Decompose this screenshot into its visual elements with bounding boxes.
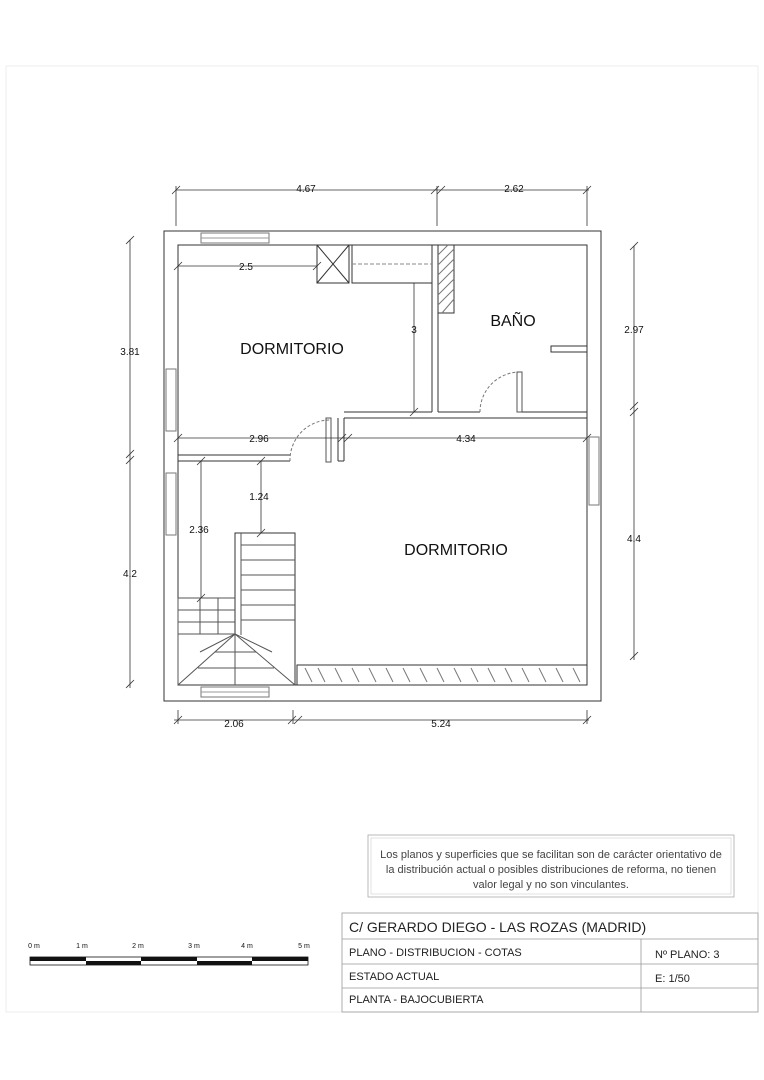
dim-right-top: 2.97 xyxy=(624,325,644,336)
staircase xyxy=(235,533,295,685)
disclaimer-line-3: valor legal y no son vinculantes. xyxy=(473,879,629,891)
window-right xyxy=(589,437,599,505)
dim-inner-width-top: 2.5 xyxy=(239,262,253,273)
door-swing-bedroom xyxy=(290,420,330,461)
title-plan-number: Nº PLANO: 3 xyxy=(655,949,720,961)
door-jamb xyxy=(326,418,331,462)
title-plan: PLANO - DISTRIBUCION - COTAS xyxy=(349,947,522,959)
scale-bar xyxy=(28,943,310,965)
disclaimer-line-2: la distribución actual o posibles distribuciones de reforma, no tienen xyxy=(385,864,717,876)
dim-left-top: 3.81 xyxy=(120,347,140,358)
dim-bottom-right: 5.24 xyxy=(431,719,451,730)
dim-stair-length: 2.36 xyxy=(189,525,209,536)
bathroom-door-jamb xyxy=(517,372,522,412)
scale-label-2: 2 m xyxy=(132,943,144,950)
outer-wall-inner xyxy=(178,245,587,685)
dim-corridor-left: 2.96 xyxy=(249,434,269,445)
door-swing-bathroom xyxy=(480,372,520,412)
title-state: ESTADO ACTUAL xyxy=(349,971,440,983)
dim-top-right: 2.62 xyxy=(504,184,524,195)
title-address: C/ GERARDO DIEGO - LAS ROZAS (MADRID) xyxy=(349,919,647,935)
bathroom-partition xyxy=(551,346,587,352)
scale-label-4: 4 m xyxy=(241,943,253,950)
dim-right-bottom: 4.4 xyxy=(627,534,641,545)
room-label-bathroom: BAÑO xyxy=(490,313,536,330)
disclaimer-line-1: Los planos y superficies que se facilitan son de carácter orientativo de xyxy=(380,849,722,861)
scale-label-1: 1 m xyxy=(76,943,88,950)
title-floor: PLANTA - BAJOCUBIERTA xyxy=(349,994,484,1006)
dim-top-left: 4.67 xyxy=(296,184,316,195)
room-label-bedroom-main: DORMITORIO xyxy=(404,542,508,559)
outer-wall-outer xyxy=(164,231,601,701)
dim-inner-height-top: 3 xyxy=(411,325,417,336)
room-label-bedroom-top: DORMITORIO xyxy=(240,341,344,358)
title-scale: E: 1/50 xyxy=(655,973,690,985)
window-left-bottom xyxy=(166,473,176,535)
scale-label-5: 5 m xyxy=(298,943,310,950)
scale-label-3: 3 m xyxy=(188,943,200,950)
floor-plan xyxy=(164,231,601,701)
scale-label-0: 0 m xyxy=(28,943,40,950)
window-left-top xyxy=(166,369,176,431)
dim-corridor-right: 4.34 xyxy=(456,434,476,445)
dim-bottom-left: 2.06 xyxy=(224,719,244,730)
dim-left-bottom: 4.2 xyxy=(123,569,137,580)
dim-stair-gap: 1.24 xyxy=(249,492,269,503)
wardrobe-bottom xyxy=(297,665,587,685)
